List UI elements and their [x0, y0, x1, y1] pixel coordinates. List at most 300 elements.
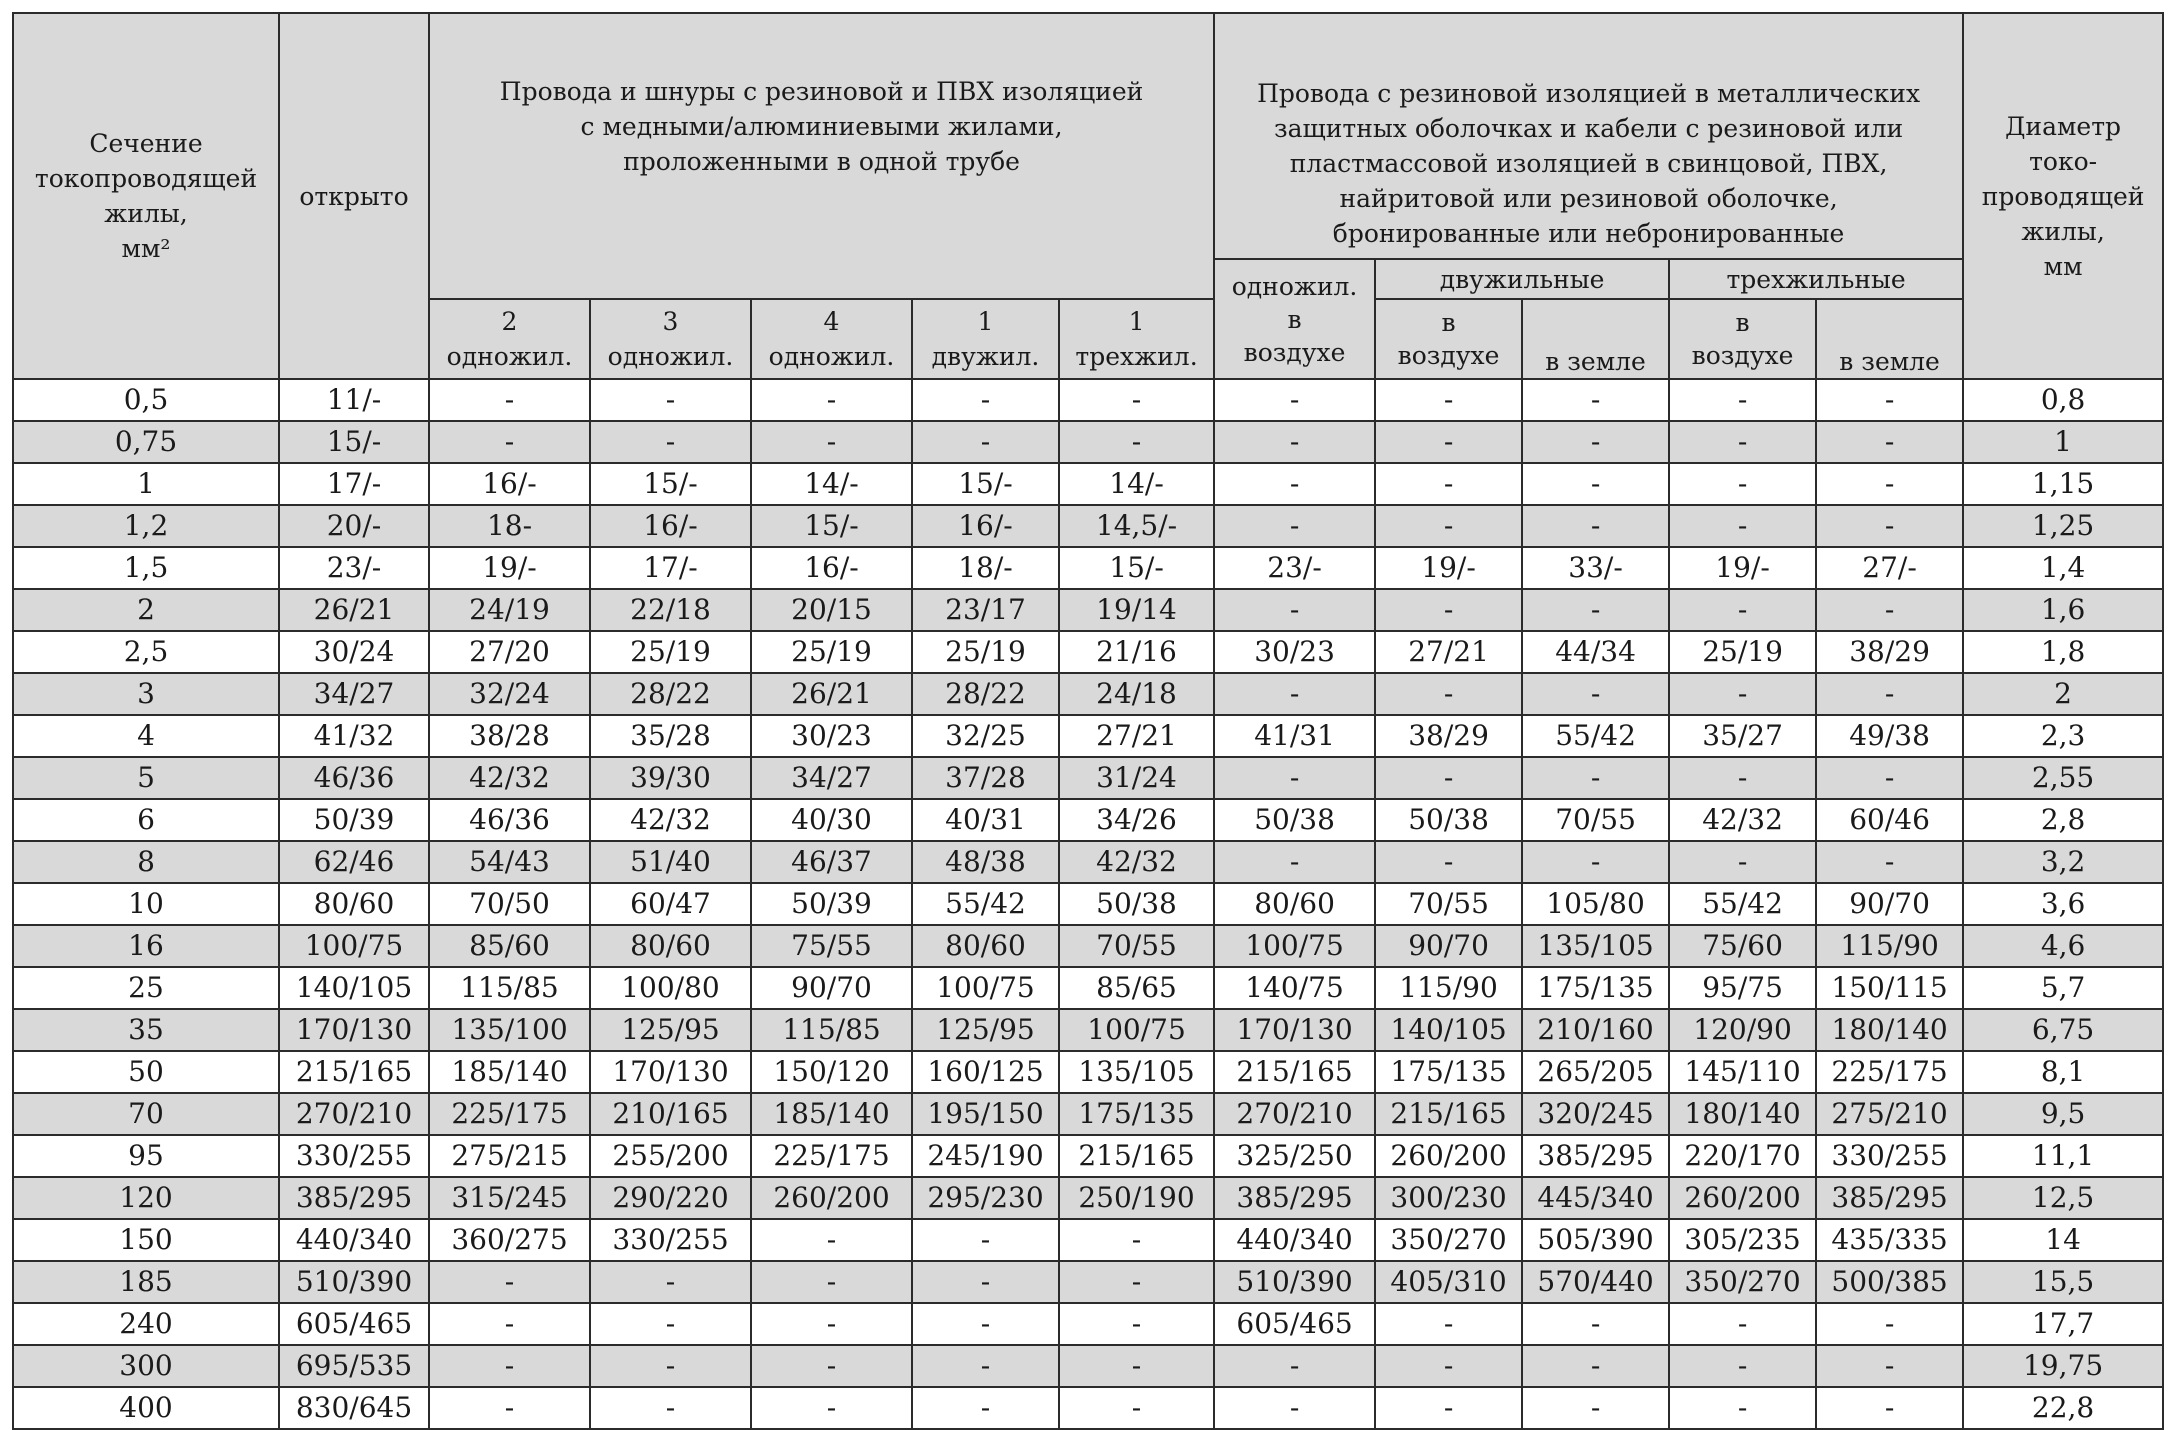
table-cell: 445/340	[1522, 1177, 1669, 1219]
table-cell: 27/21	[1375, 631, 1522, 673]
table-cell: 42/32	[1059, 841, 1214, 883]
table-cell: 175/135	[1522, 967, 1669, 1009]
table-cell: -	[751, 1261, 912, 1303]
table-cell: 50/39	[279, 799, 429, 841]
table-cell: 440/340	[1214, 1219, 1375, 1261]
table-cell: -	[1669, 757, 1816, 799]
table-cell: 500/385	[1816, 1261, 1963, 1303]
header-three-core-air: в воздухе	[1669, 299, 1816, 379]
table-cell: 275/215	[429, 1135, 590, 1177]
table-cell: 46/36	[279, 757, 429, 799]
table-cell: 17/-	[279, 463, 429, 505]
table-cell: 185/140	[429, 1051, 590, 1093]
table-cell: 60/46	[1816, 799, 1963, 841]
table-cell: -	[912, 379, 1059, 421]
table-cell: 27/20	[429, 631, 590, 673]
header-col-1-three-core: 1 трехжил.	[1059, 299, 1214, 379]
table-cell: 19/-	[1375, 547, 1522, 589]
table-cell: 400	[13, 1387, 279, 1429]
table-cell: 27/21	[1059, 715, 1214, 757]
table-cell: 85/65	[1059, 967, 1214, 1009]
table-cell: 185/140	[751, 1093, 912, 1135]
table-cell: -	[429, 421, 590, 463]
table-cell: 14/-	[751, 463, 912, 505]
table-cell: 20/-	[279, 505, 429, 547]
table-cell: -	[1522, 1345, 1669, 1387]
table-cell: -	[1059, 1219, 1214, 1261]
table-cell: 300/230	[1375, 1177, 1522, 1219]
table-cell: 125/95	[590, 1009, 751, 1051]
table-cell: -	[912, 1219, 1059, 1261]
header-group-sheathed: Провода с резиновой изоляцией в металлических защитных оболочках и кабели с резиновой или пластмассовой изоляцией в свинцовой, ПВХ, найритовой или резиновой оболочке, бронированные или небронированные	[1214, 13, 1963, 259]
table-cell: 215/165	[1375, 1093, 1522, 1135]
table-cell: -	[429, 1261, 590, 1303]
table-cell: -	[590, 1303, 751, 1345]
table-cell: 70/55	[1375, 883, 1522, 925]
table-cell: 22,8	[1963, 1387, 2163, 1429]
table-cell: 330/255	[590, 1219, 751, 1261]
table-cell: 15/-	[590, 463, 751, 505]
table-cell: 38/28	[429, 715, 590, 757]
table-cell: 115/85	[751, 1009, 912, 1051]
table-cell: 330/255	[1816, 1135, 1963, 1177]
table-cell: 0,75	[13, 421, 279, 463]
table-cell: -	[1816, 1387, 1963, 1429]
table-cell: 37/28	[912, 757, 1059, 799]
header-section: Сечение токопроводящей жилы, мм²	[13, 13, 279, 379]
table-cell: 46/36	[429, 799, 590, 841]
table-cell: 0,8	[1963, 379, 2163, 421]
table-cell: 1,4	[1963, 547, 2163, 589]
table-cell: 6	[13, 799, 279, 841]
table-cell: 16	[13, 925, 279, 967]
table-row	[13, 1303, 2163, 1345]
table-cell: 62/46	[279, 841, 429, 883]
table-cell: -	[1669, 589, 1816, 631]
table-cell: 15/-	[1059, 547, 1214, 589]
table-cell: -	[1214, 1387, 1375, 1429]
table-cell: 385/295	[1214, 1177, 1375, 1219]
table-cell: 55/42	[912, 883, 1059, 925]
table-cell: 6,75	[1963, 1009, 2163, 1051]
table-cell: 210/165	[590, 1093, 751, 1135]
table-cell: 385/295	[1816, 1177, 1963, 1219]
table-cell: -	[1059, 379, 1214, 421]
table-cell: 115/85	[429, 967, 590, 1009]
table-cell: -	[1816, 421, 1963, 463]
table-cell: 35	[13, 1009, 279, 1051]
table-cell: 20/15	[751, 589, 912, 631]
table-cell: 14,5/-	[1059, 505, 1214, 547]
table-cell: -	[1522, 379, 1669, 421]
table-cell: 15/-	[912, 463, 1059, 505]
table-cell: 46/37	[751, 841, 912, 883]
table-row	[13, 1177, 2163, 1219]
table-cell: 140/105	[1375, 1009, 1522, 1051]
table-cell: 225/175	[1816, 1051, 1963, 1093]
table-cell: 185	[13, 1261, 279, 1303]
table-cell: 42/32	[429, 757, 590, 799]
table-cell: 240	[13, 1303, 279, 1345]
table-cell: 80/60	[1214, 883, 1375, 925]
table-cell: -	[1669, 379, 1816, 421]
table-cell: 95/75	[1669, 967, 1816, 1009]
table-cell: 225/175	[751, 1135, 912, 1177]
header-two-core-air: в воздухе	[1375, 299, 1522, 379]
table-cell: 830/645	[279, 1387, 429, 1429]
table-cell: -	[1375, 421, 1522, 463]
table-cell: 16/-	[912, 505, 1059, 547]
table-cell: 135/100	[429, 1009, 590, 1051]
table-cell: 19,75	[1963, 1345, 2163, 1387]
table-cell: 5	[13, 757, 279, 799]
table-cell: -	[1816, 841, 1963, 883]
table-cell: 1	[13, 463, 279, 505]
table-cell: -	[1214, 379, 1375, 421]
table-cell: 85/60	[429, 925, 590, 967]
table-cell: 3,6	[1963, 883, 2163, 925]
table-cell: -	[1669, 841, 1816, 883]
table-row	[13, 1261, 2163, 1303]
table-cell: 23/17	[912, 589, 1059, 631]
table-cell: -	[1214, 841, 1375, 883]
table-cell: -	[1669, 421, 1816, 463]
table-cell: -	[1816, 1303, 1963, 1345]
table-cell: 5,7	[1963, 967, 2163, 1009]
table-cell: 105/80	[1522, 883, 1669, 925]
table-cell: 8	[13, 841, 279, 883]
table-cell: 42/32	[1669, 799, 1816, 841]
table-cell: 28/22	[912, 673, 1059, 715]
table-cell: 95	[13, 1135, 279, 1177]
table-cell: -	[1816, 463, 1963, 505]
table-cell: -	[1214, 463, 1375, 505]
table-cell: 42/32	[590, 799, 751, 841]
header-single-core-air: одножил. в воздухе	[1214, 259, 1375, 379]
table-cell: 55/42	[1522, 715, 1669, 757]
table-cell: 22/18	[590, 589, 751, 631]
table-cell: -	[1522, 757, 1669, 799]
table-cell: -	[1375, 1387, 1522, 1429]
table-row	[13, 1135, 2163, 1177]
table-cell: -	[1669, 1345, 1816, 1387]
table-cell: -	[590, 1387, 751, 1429]
table-cell: 80/60	[279, 883, 429, 925]
table-cell: -	[751, 379, 912, 421]
table-cell: 39/30	[590, 757, 751, 799]
table-row	[13, 463, 2163, 505]
table-cell: 0,5	[13, 379, 279, 421]
table-cell: 70/55	[1059, 925, 1214, 967]
table-cell: -	[1669, 505, 1816, 547]
table-cell: -	[429, 1303, 590, 1345]
table-cell: 70/55	[1522, 799, 1669, 841]
table-cell: -	[1522, 505, 1669, 547]
table-row	[13, 673, 2163, 715]
table-cell: -	[1375, 505, 1522, 547]
table-cell: 9,5	[1963, 1093, 2163, 1135]
table-cell: 100/80	[590, 967, 751, 1009]
table-cell: 28/22	[590, 673, 751, 715]
table-cell: -	[912, 421, 1059, 463]
table-cell: 33/-	[1522, 547, 1669, 589]
table-cell: 265/205	[1522, 1051, 1669, 1093]
header-col-1-two-core: 1 двужил.	[912, 299, 1059, 379]
table-cell: -	[1214, 505, 1375, 547]
table-cell: 315/245	[429, 1177, 590, 1219]
table-cell: 260/200	[751, 1177, 912, 1219]
table-cell: 70/50	[429, 883, 590, 925]
table-cell: -	[751, 1345, 912, 1387]
table-cell: -	[1375, 379, 1522, 421]
table-cell: -	[1059, 1387, 1214, 1429]
table-cell: 2,8	[1963, 799, 2163, 841]
table-cell: -	[429, 1345, 590, 1387]
table-cell: 17,7	[1963, 1303, 2163, 1345]
table-cell: 30/23	[751, 715, 912, 757]
table-cell: -	[1816, 1345, 1963, 1387]
table-cell: 24/18	[1059, 673, 1214, 715]
table-cell: -	[429, 1387, 590, 1429]
table-cell: 35/28	[590, 715, 751, 757]
table-cell: -	[1059, 1261, 1214, 1303]
table-cell: 23/-	[1214, 547, 1375, 589]
table-cell: 32/25	[912, 715, 1059, 757]
table-cell: 270/210	[279, 1093, 429, 1135]
table-cell: 25	[13, 967, 279, 1009]
table-cell: 360/275	[429, 1219, 590, 1261]
table-cell: 350/270	[1669, 1261, 1816, 1303]
table-cell: 255/200	[590, 1135, 751, 1177]
table-cell: 49/38	[1816, 715, 1963, 757]
table-cell: 260/200	[1669, 1177, 1816, 1219]
table-row	[13, 1009, 2163, 1051]
table-cell: -	[751, 1303, 912, 1345]
table-cell: 225/175	[429, 1093, 590, 1135]
table-cell: 605/465	[1214, 1303, 1375, 1345]
table-row	[13, 841, 2163, 883]
table-cell: 180/140	[1669, 1093, 1816, 1135]
table-cell: -	[1375, 673, 1522, 715]
table-cell: 34/26	[1059, 799, 1214, 841]
table-cell: 19/-	[429, 547, 590, 589]
table-cell: -	[1522, 589, 1669, 631]
table-row	[13, 1345, 2163, 1387]
table-cell: 1,2	[13, 505, 279, 547]
table-row	[13, 799, 2163, 841]
table-cell: 17/-	[590, 547, 751, 589]
header-three-core-ground: в земле	[1816, 299, 1963, 379]
table-cell: 11,1	[1963, 1135, 2163, 1177]
table-cell: 3	[13, 673, 279, 715]
table-cell: -	[1375, 1303, 1522, 1345]
table-row	[13, 589, 2163, 631]
table-cell: 100/75	[912, 967, 1059, 1009]
table-cell: -	[1214, 421, 1375, 463]
table-cell: 350/270	[1375, 1219, 1522, 1261]
table-row	[13, 1093, 2163, 1135]
table-cell: 180/140	[1816, 1009, 1963, 1051]
table-cell: 325/250	[1214, 1135, 1375, 1177]
table-cell: 50/38	[1214, 799, 1375, 841]
table-cell: 160/125	[912, 1051, 1059, 1093]
table-cell: 19/-	[1669, 547, 1816, 589]
table-cell: 440/340	[279, 1219, 429, 1261]
table-cell: 30/24	[279, 631, 429, 673]
table-cell: 605/465	[279, 1303, 429, 1345]
table-body	[13, 379, 2163, 1429]
table-cell: -	[751, 1387, 912, 1429]
table-cell: 10	[13, 883, 279, 925]
table-cell: 100/75	[1214, 925, 1375, 967]
table-cell: 4	[13, 715, 279, 757]
table-cell: -	[1214, 589, 1375, 631]
table-cell: 80/60	[590, 925, 751, 967]
table-cell: 170/130	[1214, 1009, 1375, 1051]
current-capacity-table	[12, 12, 2164, 1430]
table-cell: 14/-	[1059, 463, 1214, 505]
table-cell: 18-	[429, 505, 590, 547]
table-cell: 26/21	[279, 589, 429, 631]
table-cell: 170/130	[279, 1009, 429, 1051]
table-cell: 150/120	[751, 1051, 912, 1093]
table-cell: -	[1669, 1303, 1816, 1345]
table-cell: 3,2	[1963, 841, 2163, 883]
table-cell: -	[751, 1219, 912, 1261]
table-cell: 40/31	[912, 799, 1059, 841]
header-col-2-single: 2 одножил.	[429, 299, 590, 379]
table-cell: 215/165	[279, 1051, 429, 1093]
table-cell: 140/105	[279, 967, 429, 1009]
table-cell: -	[590, 1261, 751, 1303]
table-cell: -	[1522, 463, 1669, 505]
table-cell: 2	[1963, 673, 2163, 715]
table-row	[13, 1051, 2163, 1093]
table-row	[13, 1387, 2163, 1429]
table-cell: 15,5	[1963, 1261, 2163, 1303]
table-row	[13, 547, 2163, 589]
table-cell: 23/-	[279, 547, 429, 589]
table-cell: 1,8	[1963, 631, 2163, 673]
table-cell: 250/190	[1059, 1177, 1214, 1219]
table-cell: -	[1214, 757, 1375, 799]
table-cell: 34/27	[279, 673, 429, 715]
table-cell: 60/47	[590, 883, 751, 925]
table-cell: 270/210	[1214, 1093, 1375, 1135]
table-cell: 21/16	[1059, 631, 1214, 673]
table-cell: 290/220	[590, 1177, 751, 1219]
table-cell: 51/40	[590, 841, 751, 883]
table-cell: 295/230	[912, 1177, 1059, 1219]
table-cell: -	[1816, 505, 1963, 547]
table-row	[13, 715, 2163, 757]
table-cell: 75/55	[751, 925, 912, 967]
table-cell: -	[590, 1345, 751, 1387]
table-cell: 2,55	[1963, 757, 2163, 799]
table-cell: 150	[13, 1219, 279, 1261]
table-cell: 27/-	[1816, 547, 1963, 589]
table-cell: 385/295	[1522, 1135, 1669, 1177]
table-cell: -	[1214, 673, 1375, 715]
table-cell: 1,6	[1963, 589, 2163, 631]
table-cell: 100/75	[1059, 1009, 1214, 1051]
table-row	[13, 421, 2163, 463]
table-cell: 305/235	[1669, 1219, 1816, 1261]
table-cell: -	[1669, 1387, 1816, 1429]
table-cell: 38/29	[1816, 631, 1963, 673]
table-cell: -	[1059, 421, 1214, 463]
header-col-4-single: 4 одножил.	[751, 299, 912, 379]
table-cell: 50/38	[1059, 883, 1214, 925]
table-cell: 1	[1963, 421, 2163, 463]
table-cell: 25/19	[1669, 631, 1816, 673]
table-cell: -	[1816, 757, 1963, 799]
table-cell: 16/-	[751, 547, 912, 589]
table-cell: 320/245	[1522, 1093, 1669, 1135]
table-cell: 48/38	[912, 841, 1059, 883]
table-cell: 24/19	[429, 589, 590, 631]
table-cell: 1,15	[1963, 463, 2163, 505]
table-cell: 135/105	[1522, 925, 1669, 967]
table-cell: 70	[13, 1093, 279, 1135]
table-cell: -	[912, 1261, 1059, 1303]
table-cell: 405/310	[1375, 1261, 1522, 1303]
table-cell: 510/390	[1214, 1261, 1375, 1303]
table-row	[13, 757, 2163, 799]
table-cell: 44/34	[1522, 631, 1669, 673]
table-cell: 570/440	[1522, 1261, 1669, 1303]
table-cell: 15/-	[751, 505, 912, 547]
table-cell: 31/24	[1059, 757, 1214, 799]
table-cell: 90/70	[1375, 925, 1522, 967]
table-cell: 195/150	[912, 1093, 1059, 1135]
table-cell: 4,6	[1963, 925, 2163, 967]
header-diameter: Диаметр токо- проводящей жилы, мм	[1963, 13, 2163, 379]
table-cell: -	[1375, 589, 1522, 631]
table-cell: 1,25	[1963, 505, 2163, 547]
table-cell: 38/29	[1375, 715, 1522, 757]
header-two-core-ground: в земле	[1522, 299, 1669, 379]
table-cell: 175/135	[1059, 1093, 1214, 1135]
table-cell: 100/75	[279, 925, 429, 967]
table-cell: -	[912, 1303, 1059, 1345]
table-cell: 55/42	[1669, 883, 1816, 925]
table-cell: 25/19	[590, 631, 751, 673]
table-cell: 120	[13, 1177, 279, 1219]
table-cell: 695/535	[279, 1345, 429, 1387]
header-group-pipe: Провода и шнуры с резиновой и ПВХ изоляцией с медными/алюминиевыми жилами, проложенными в одной трубе	[429, 13, 1214, 299]
table-cell: -	[1669, 673, 1816, 715]
table-cell: 215/165	[1059, 1135, 1214, 1177]
table-cell: 2	[13, 589, 279, 631]
table-cell: 19/14	[1059, 589, 1214, 631]
table-cell: 11/-	[279, 379, 429, 421]
table-cell: 25/19	[751, 631, 912, 673]
table-cell: 245/190	[912, 1135, 1059, 1177]
table-cell: 115/90	[1816, 925, 1963, 967]
table-cell: -	[1816, 379, 1963, 421]
table-row	[13, 379, 2163, 421]
table-cell: 210/160	[1522, 1009, 1669, 1051]
table-row	[13, 967, 2163, 1009]
table-cell: 300	[13, 1345, 279, 1387]
table-row	[13, 925, 2163, 967]
table-cell: -	[590, 421, 751, 463]
table-cell: 40/30	[751, 799, 912, 841]
table-cell: 18/-	[912, 547, 1059, 589]
table-cell: -	[1669, 463, 1816, 505]
table-row	[13, 631, 2163, 673]
